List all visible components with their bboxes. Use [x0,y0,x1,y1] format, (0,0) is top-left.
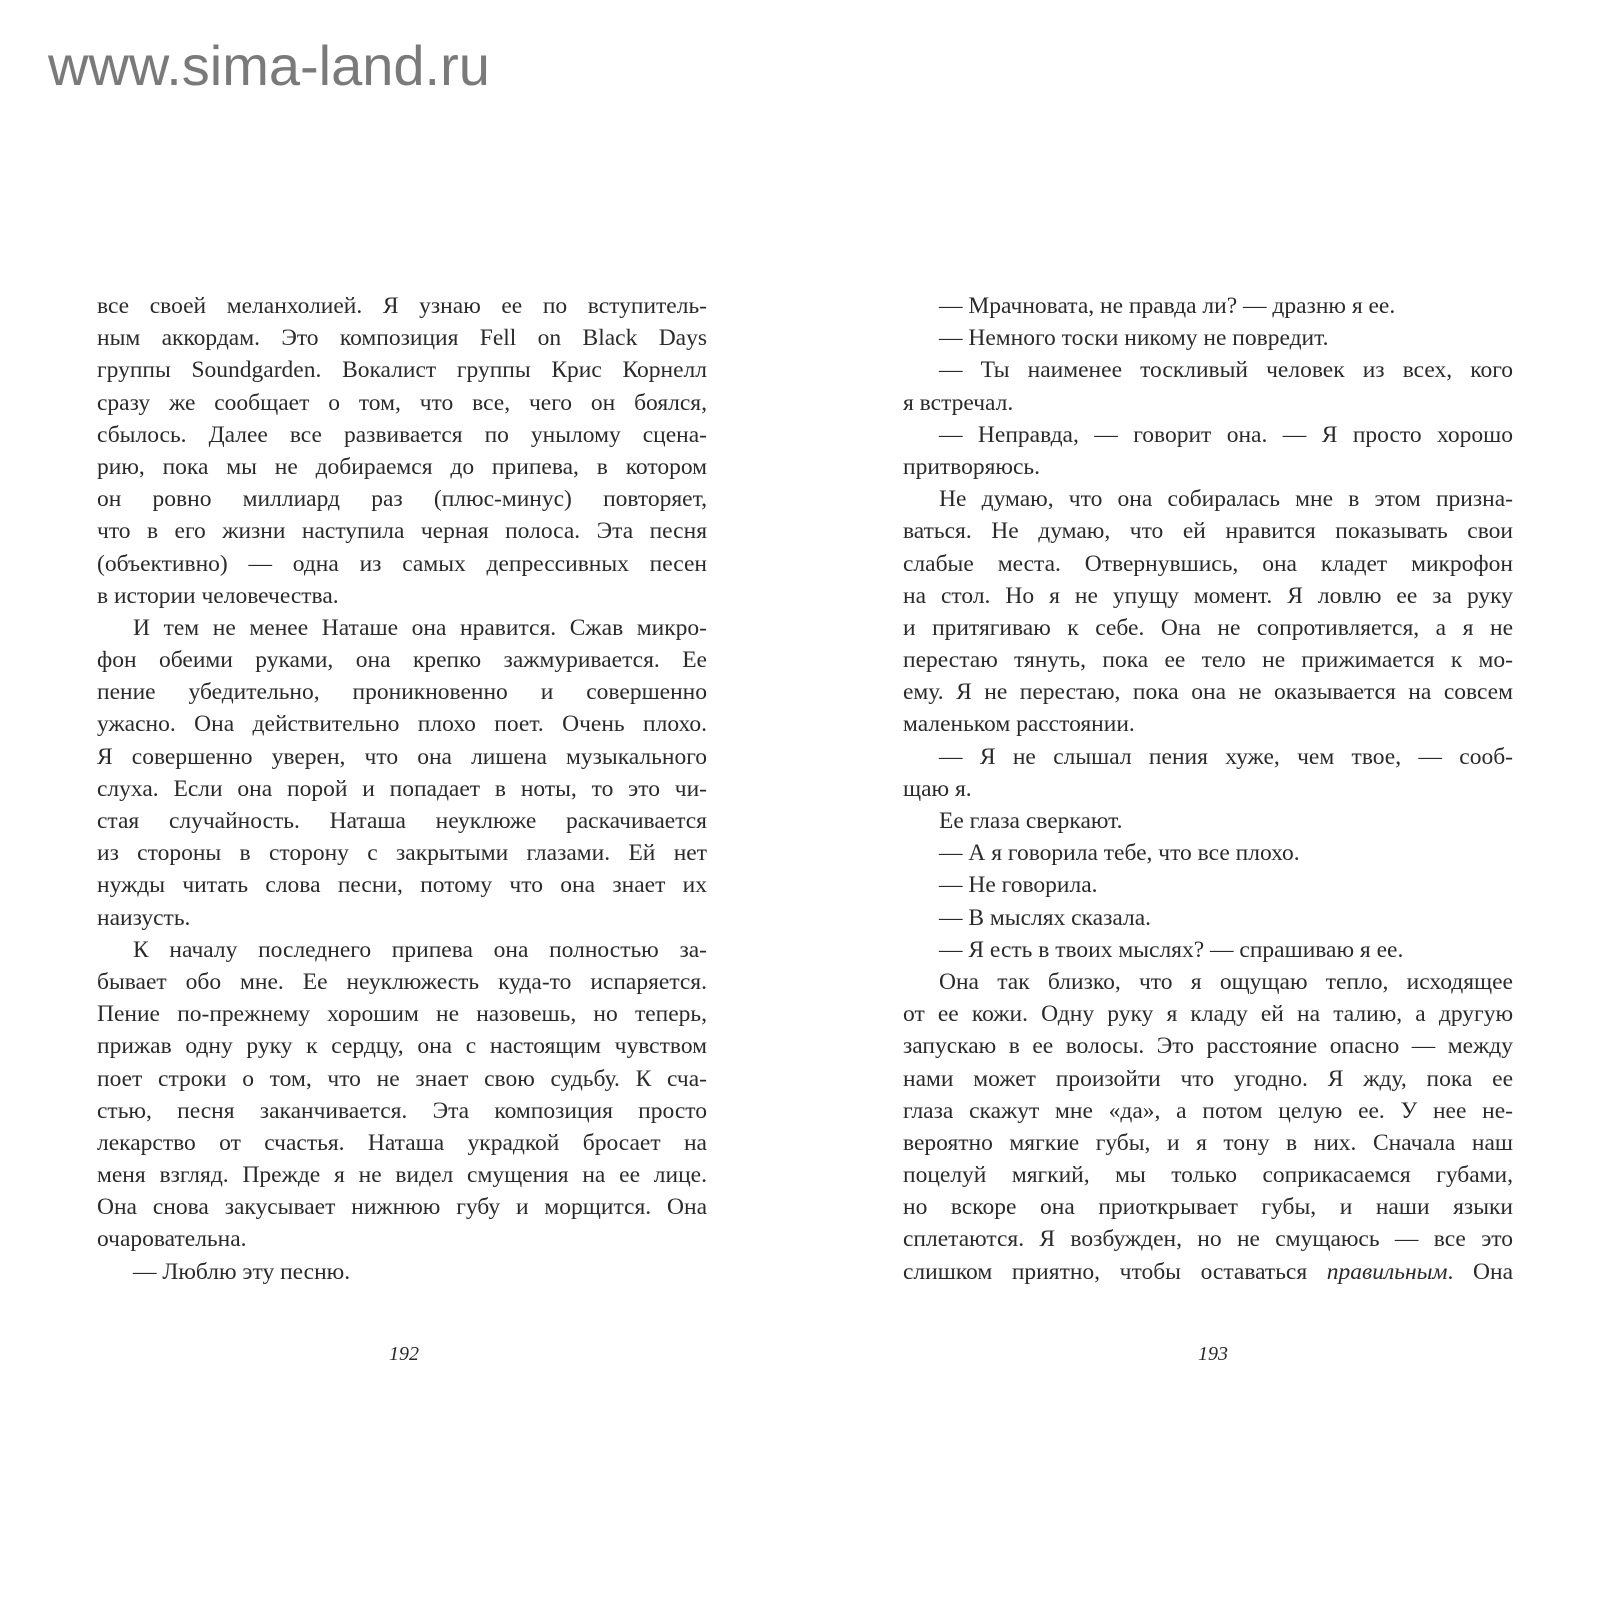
text-line: — Ты наименее тоскливый человек из всех, кого [939,357,1513,384]
text-line: лекарство от счастья. Наташа украдкой бросает на [97,1129,707,1156]
text-line: ему. Я не перестаю, пока она не оказывается на совсем [903,679,1513,706]
text-line: вероятно мягкие губы, и я тону в них. Сначала наш [903,1129,1513,1156]
text-line: что в его жизни наступила черная полоса. Эта песня [97,518,707,545]
text-line: сразу же сообщает о том, что все, чего он боялся, [97,389,707,416]
text-line: Не думаю, что она собиралась мне в этом призна- [939,486,1513,513]
text-line: стая случайность. Наташа неуклюже раскачивается [97,808,707,834]
text-line: он ровно миллиард раз (плюс-минус) повторяет, [97,486,707,513]
watermark-site-url: www.sima-land.ru [48,34,490,97]
text-line: я встречал. [903,389,1014,416]
text-line: рию, пока мы не добираемся до припева, в котором [97,453,707,480]
text-line: меня взгляд. Прежде я не видел смущения на ее лице. [97,1162,707,1189]
text-line: глаза скажут мне «да», а потом целую ее. У нее не- [903,1097,1513,1124]
text-line: в истории человечества. [97,582,339,609]
text-line: нами может произойти что угодно. Я жду, пока ее [903,1065,1513,1092]
right-page-text [903,290,1513,1288]
text-line: И тем не менее Наташе она нравится. Сжав микро- [133,614,707,641]
text-line: — В мыслях сказала. [939,904,1152,931]
italic-word: правильным [1326,1258,1448,1285]
text-line: но вскоре она приоткрывает губы, и наши языки [903,1194,1513,1221]
text-line: К началу последнего припева она полностью за- [133,936,707,963]
text-line: — Люблю эту песню. [133,1258,351,1285]
text-line: нужды читать слова песни, потому что она знает их [97,872,707,899]
text-line: маленьком расстоянии. [903,711,1135,738]
text-line: запускаю в ее волосы. Это расстояние опасно — между [903,1033,1513,1060]
text-line: очаровательна. [97,1226,247,1253]
text-line: группы Soundgarden. Вокалист группы Крис Корнелл [97,357,707,384]
text-line: слуха. Если она порой и попадает в ноты, то это чи- [97,775,707,802]
text-line: прижав одну руку к сердцу, она с настоящим чувством [97,1033,707,1060]
text-line: на стол. Но я не упущу момент. Я ловлю ее за руку [903,582,1513,609]
text-line: — Немного тоски никому не повредит. [939,325,1329,352]
text-line: наизусть. [97,904,191,931]
left-page-text [97,290,707,1288]
text-line: от ее кожи. Одну руку я кладу ей на талию, а другую [903,1001,1513,1028]
text-line: притворяюсь. [903,453,1040,480]
text-line: пение убедительно, проникновенно и совершенно [97,679,707,706]
text-line: фон обеими руками, она крепко зажмуривается. Ее [97,647,707,674]
text-line: ужасно. Она действительно плохо поет. Очень плохо. [97,711,707,738]
text-line: стью, песня заканчивается. Эта композиция просто [97,1097,707,1124]
text-line: — Я есть в твоих мыслях? — спрашиваю я ее. [939,936,1404,963]
text-line: ным аккордам. Это композиция Fell on Black Days [97,325,707,352]
text-line: Пение по-прежнему хорошим не назовешь, но теперь, [97,1001,707,1028]
text-line: (объективно) — одна из самых депрессивных песен [97,550,707,577]
text-segment: слишком приятно, чтобы оставаться [903,1258,1327,1285]
text-line: поет строки о том, что не знает свою судьбу. К сча- [97,1065,707,1092]
text-line: перестаю тянуть, пока ее тело не прижимается к мо- [903,647,1513,674]
text-line: и притягиваю к себе. Она не сопротивляется, а я не [903,614,1513,641]
text-line: Я совершенно уверен, что она лишена музыкального [97,743,707,770]
text-line: — Я не слышал пения хуже, чем твое, — сооб- [939,743,1513,770]
text-line: Она так близко, что я ощущаю тепло, исходящее [939,968,1513,995]
text-line: сплетаются. Я возбужден, но не смущаюсь — все это [903,1226,1513,1253]
text-line: Она снова закусывает нижнюю губу и морщится. Она [97,1194,707,1221]
text-line: — Мрачновата, не правда ли? — дразню я ее. [939,293,1396,319]
text-line: все своей меланхолией. Я узнаю ее по вступитель- [97,293,707,319]
text-line: сбылось. Далее все развивается по унылому сцена- [97,421,707,448]
page-number-right: 193 [1198,1343,1228,1365]
text-line [903,1256,1513,1288]
text-line: слабые места. Отвернувшись, она кладет микрофон [903,550,1513,577]
text-line: — Неправда, — говорит она. — Я просто хорошо [939,421,1513,448]
text-line: ваться. Не думаю, что ей нравится показывать свои [903,518,1513,545]
text-line: бывает обо мне. Ее неуклюжесть куда-то испаряется. [97,968,707,995]
page-number-left: 192 [389,1343,419,1365]
text-line: поцелуй мягкий, мы только соприкасаемся губами, [903,1162,1513,1189]
text-segment: . Она [1447,1258,1513,1285]
text-line: из стороны в сторону с закрытыми глазами. Ей нет [97,840,707,867]
text-line: Ее глаза сверкают. [939,808,1123,834]
text-line: — Не говорила. [939,872,1098,899]
text-line: — А я говорила тебе, что все плохо. [939,840,1300,867]
text-line: щаю я. [903,775,972,802]
